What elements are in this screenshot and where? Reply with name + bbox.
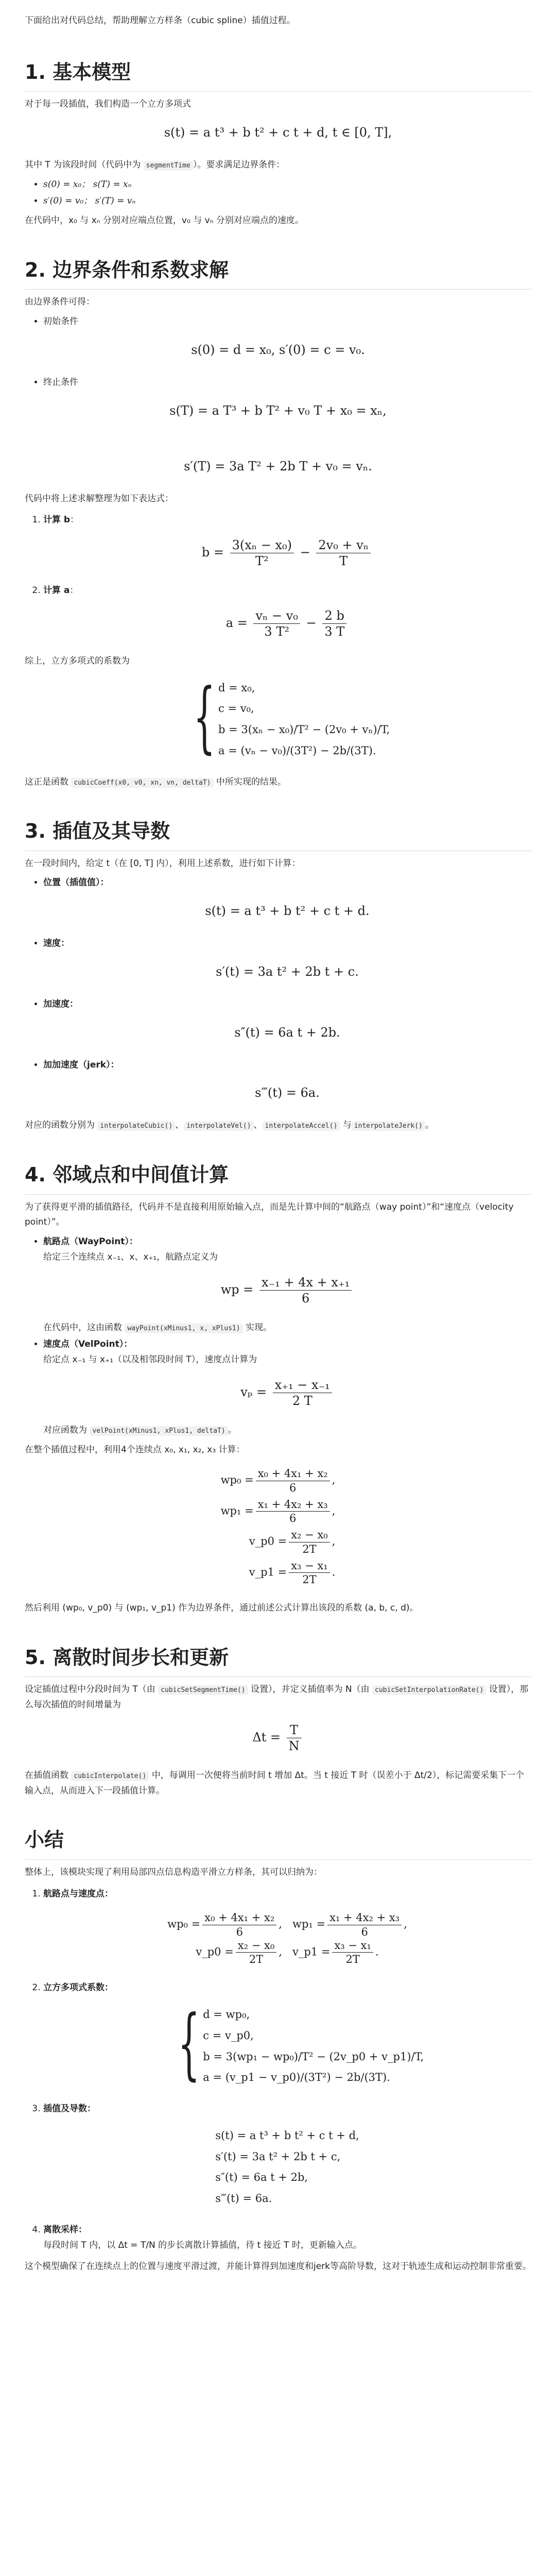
paragraph: 综上，立方多项式的系数为 (25, 655, 130, 666)
intro-text: 下面给出对代码总结，帮助理解立方样条（cubic spline）插值过程。 (25, 15, 296, 26)
paragraph: 设定插值过程中分段时间为 T（由 cubicSetSegmentTime() 设置），并定义插值率为 N（由 cubicSetInterpolationRate() 设置），那么每次插值的时间增量为 (25, 1684, 529, 1710)
bullet-list (25, 1234, 531, 1438)
list-item: 1. 航路点与速度点： wp₀ = $\frac{\text{x₀ + 4x₁ + x₂}}{6}$ , wp₁ = $\frac{\text{x₁ + 4x₂ + x₃}}{6}$ , v_p0 = $\frac{\text{x₂ − x₀}}{2T}$ , v_p1 = $\frac{\text{x₃ − x₁}}{2T}$ . (43, 1887, 531, 1967)
inline-code: interpolateJerk() (352, 1121, 425, 1131)
list-item: • 位置（插值值）： s(t) = a t³ + b t² + c t + d. (43, 875, 531, 922)
paragraph: 然后利用 (wp₀, v_p0) 与 (wp₁, v_p1) 作为边界条件，通过前述公式计算出该段的系数 (a, b, c, d)。 (25, 1603, 419, 1614)
list-item: • s(0) = x₀； s(T) = xₙ (43, 177, 531, 193)
bullet-list (25, 875, 531, 1104)
equation-waypoint: wp = $\frac{\text{x₋₁ + 4x + x₊₁}}{6}$ (43, 1275, 531, 1306)
equation-a: a = $\frac{\text{vₙ − v₀}}{\text{3 T²}}$ − $\frac{2 b}{3 T}$ (43, 608, 531, 639)
list-item: 2. 立方多项式系数： { d = wp₀, c = v_p0, b = 3(wp₁ − wp₀)/T² − (2v_p0 + v_p1)/T, a = (v_p1 − v_p0)/(3T²) − 2b/(3T). (43, 1980, 531, 2087)
section-summary (25, 1827, 531, 2275)
numbered-list (25, 1887, 531, 2253)
list-item: • 终止条件 (43, 375, 531, 391)
section-boundary (25, 258, 531, 790)
equation-velpoint: vₚ = $\frac{\text{x₊₁ − x₋₁}}{2 T}$ (43, 1377, 531, 1409)
paragraph: 在一段时间内，给定 t（在 [0, T] 内），利用上述系数，进行如下计算： (25, 858, 301, 869)
paragraph: 为了获得更平滑的插值路径，代码并不是直接利用原始输入点，而是先计算中间的“航路点（way point）”和“速度点（velocity point）”。 (25, 1201, 514, 1228)
inline-code: cubicSetSegmentTime() (158, 1685, 248, 1695)
paragraph: 在代码中，x₀ 与 xₙ 分别对应端点位置，v₀ 与 vₙ 分别对应端点的速度。 (25, 215, 304, 226)
inline-code: cubicInterpolate() (71, 1771, 149, 1781)
paragraph: 由边界条件可得： (25, 297, 95, 308)
section-interpolation (25, 819, 531, 1133)
equation: s(T) = a T³ + b T² + v₀ T + x₀ = xₙ, (169, 403, 387, 418)
list-item: 3. 插值及导数： s(t) = a t³ + b t² + c t + d, s′(t) = 3a t² + 2b t + c, s″(t) = 6a t + 2b, s‴(t) = 6a. (43, 2102, 531, 2208)
paragraph: 其中 T 为该段时间（代码中为 segmentTime ）。要求满足边界条件： (25, 159, 285, 170)
section-title: 小结 (25, 1827, 531, 1859)
paragraph: 在插值函数 cubicInterpolate() 中，每调用一次便将当前时间 t 增加 Δt。当 t 接近 T 时（误差小于 Δt/2），标记需要采集下一个输入点，从而进入下一段插值计算。 (25, 1770, 525, 1796)
inline-code: segmentTime (144, 161, 193, 171)
section-title: 5. 离散时间步长和更新 (25, 1645, 531, 1677)
list-item: 2. 计算 a： a = $\frac{\text{vₙ − v₀}}{\text{3 T²}}$ − $\frac{2 b}{3 T}$ (43, 583, 531, 639)
bullet-list (25, 375, 531, 391)
section-title: 2. 边界条件和系数求解 (25, 258, 531, 290)
list-item: • 速度： s′(t) = 3a t² + 2b t + c. (43, 936, 531, 982)
equation: s′(T) = 3a T² + 2b T + v₀ = vₙ. (184, 459, 372, 473)
equation: s′(t) = 3a t² + 2b t + c. (216, 964, 359, 979)
section-title: 1. 基本模型 (25, 60, 531, 92)
bullet-list (25, 314, 531, 330)
inline-code: cubicSetInterpolationRate() (372, 1685, 486, 1695)
section-discrete-time (25, 1645, 531, 1799)
paragraph: 这个模型确保了在连续点上的位置与速度平滑过渡，并能计算得到加速度和jerk等高阶导数，这对于轨迹生成和运动控制非常重要。 (25, 2261, 532, 2272)
section-title: 3. 插值及其导数 (25, 819, 531, 851)
equation: s″(t) = 6a t + 2b. (234, 1025, 340, 1040)
waypoint-system: wp₀ = $\frac{\text{x₀ + 4x₁ + x₂}}{6}$ , wp₁ = $\frac{\text{x₁ + 4x₂ + x₃}}{6}$ , v_p0 = $\frac{\text{x₂ − x₀}}{2T}$ , v_p1 = $\frac{\text{x₃ − x₁}}{2T}$ . (220, 1467, 336, 1586)
summary-derivatives: s(t) = a t³ + b t² + c t + d, s′(t) = 3a t² + 2b t + c, s″(t) = 6a t + 2b, s‴(t) = 6a. (215, 2129, 359, 2205)
list-item: 1. 计算 b： b = $\frac{\text{3(xₙ − x₀)}}{\text{T²}}$ − $\frac{\text{2v₀ + vₙ}}{T}$ (43, 513, 531, 569)
paragraph: 对于每一段插值，我们构造一个立方多项式 (25, 99, 191, 110)
list-item: • 加速度： s″(t) = 6a t + 2b. (43, 997, 531, 1043)
bullet-list (25, 177, 531, 210)
inline-code: interpolateCubic() (97, 1121, 175, 1131)
section-basic-model (25, 60, 531, 229)
section-title: 4. 邻域点和中间值计算 (25, 1162, 531, 1194)
numbered-list (25, 513, 531, 639)
equation-delta-t: Δt = $\frac{T}{N}$ (25, 1722, 531, 1754)
section-neighbor-points (25, 1162, 531, 1616)
list-item: • 加加速度（jerk）： s‴(t) = 6a. (43, 1058, 531, 1104)
list-item: • s′(0) = v₀； s′(T) = vₙ (43, 194, 531, 209)
paragraph: 整体上，该模块实现了利用局部四点信息构造平滑立方样条，其可以归纳为： (25, 1867, 322, 1877)
summary-waypoints: wp₀ = $\frac{\text{x₀ + 4x₁ + x₂}}{6}$ , wp₁ = $\frac{\text{x₁ + 4x₂ + x₃}}{6}$ , v_p0 = $\frac{\text{x₂ − x₀}}{2T}$ , v_p1 = $\frac{\text{x₃ − x₁}}{2T}$ . (167, 1911, 407, 1966)
equation: s(0) = d = x₀, s′(0) = c = v₀. (191, 342, 365, 357)
paragraph: 对应的函数分别为 interpolateCubic() 、 interpolateVel() 、 interpolateAccel() 与 interpolateJerk() 。 (25, 1120, 434, 1131)
inline-code: wayPoint(xMinus1, x, xPlus1) (125, 1324, 242, 1333)
paragraph: 在整个插值过程中，利用4个连续点 x₀, x₁, x₂, x₃ 计算： (25, 1444, 245, 1455)
list-item: • 航路点（WayPoint）： 给定三个连续点 x₋₁、x、x₊₁，航路点定义为 wp = $\frac{\text{x₋₁ + 4x + x₊₁}}{6}$ 在代码中，这由函数 wayPoint(xMinus1, x, xPlus1) 实现。 (43, 1234, 531, 1335)
inline-code: interpolateVel() (184, 1121, 253, 1131)
paragraph: 这正是函数 cubicCoeff(x0, v0, xn, vn, deltaT) 中所实现的结果。 (25, 776, 286, 787)
equation: s‴(t) = 6a. (255, 1086, 320, 1100)
inline-code: interpolateAccel() (263, 1121, 340, 1131)
inline-code: cubicCoeff(x0, v0, xn, vn, deltaT) (71, 778, 213, 788)
paragraph: 代码中将上述求解整理为如下表达式： (25, 493, 173, 504)
list-item: • 初始条件 (43, 314, 531, 330)
equation: s(t) = a t³ + b t² + c t + d, t ∈ [0, T], (164, 125, 392, 140)
list-item: • 速度点（VelPoint）： 给定点 x₋₁ 与 x₊₁（以及相邻段时间 T），速度点计算为 vₚ = $\frac{\text{x₊₁ − x₋₁}}{2 T}$ 对应函数为 velPoint(xMinus1, xPlus1, deltaT) 。 (43, 1337, 531, 1438)
coefficient-system: { d = x₀, c = v₀, b = 3(xₙ − x₀)/T² − (2v₀ + vₙ)/T, a = (vₙ − v₀)/(3T²) − 2b/(3T). (193, 672, 390, 762)
equation-b: b = $\frac{\text{3(xₙ − x₀)}}{\text{T²}}$ − $\frac{\text{2v₀ + vₙ}}{T}$ (43, 537, 531, 569)
list-item: 4. 离散采样： 每段时间 T 内，以 Δt = T/N 的步长离散计算插值，待 t 接近 T 时，更新输入点。 (43, 2223, 531, 2253)
equation: s(t) = a t³ + b t² + c t + d. (205, 904, 370, 919)
summary-coefficients: { d = wp₀, c = v_p0, b = 3(wp₁ − wp₀)/T² − (2v_p0 + v_p1)/T, a = (v_p1 − v_p0)/(3T²) − 2b/(3T). (178, 1999, 424, 2089)
inline-code: velPoint(xMinus1, xPlus1, deltaT) (90, 1426, 228, 1436)
